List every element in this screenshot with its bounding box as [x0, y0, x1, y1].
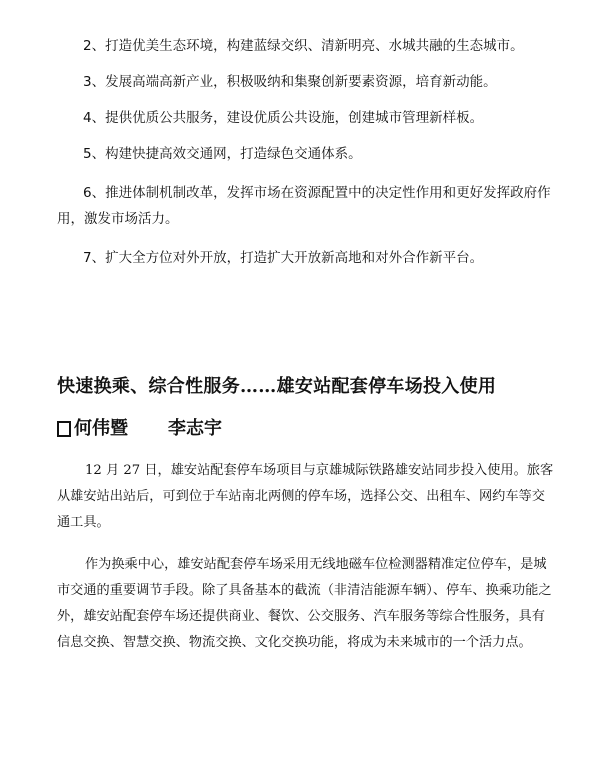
- square-icon: [57, 421, 71, 437]
- list-item: 2、打造优美生态环境，构建蓝绿交织、清新明亮、水城共融的生态城市。: [83, 38, 524, 54]
- list-item: 5、构建快捷高效交通网，打造绿色交通体系。: [83, 146, 362, 162]
- byline: [57, 416, 557, 442]
- article-paragraph: 作为换乘中心，雄安站配套停车场采用无线地磁车位检测器精准定位停车，是城市交通的重要调节手段。除了具备基本的截流（非清洁能源车辆）、停车、换乘功能之外，雄安站配套停车场还提供商业、餐饮、公交服务、汽车服务等综合性服务，具有信息交换、智慧交换、物流交换、文化交换功能，将成为未来城市的一个活力点。: [57, 557, 552, 650]
- list-item: 3、发展高端高新产业，积极吸纳和集聚创新要素资源，培育新动能。: [83, 74, 497, 90]
- measures-list: [57, 36, 557, 268]
- article-title: 快速换乘、综合性服务……雄安站配套停车场投入使用: [57, 376, 497, 397]
- list-item: 4、提供优质公共服务，建设优质公共设施，创建城市管理新样板。: [83, 110, 484, 126]
- article: [57, 374, 557, 656]
- author-name: 李志宇: [168, 418, 222, 439]
- author-name: 何伟暨: [74, 418, 128, 439]
- list-item: 6、推进体制机制改革，发挥市场在资源配置中的决定性作用和更好发挥政府作用，激发市场活力。: [57, 185, 551, 227]
- article-paragraph: 12 月 27 日，雄安站配套停车场项目与京雄城际铁路雄安站同步投入使用。旅客从雄安站出站后，可到位于车站南北两侧的停车场，选择公交、出租车、网约车等交通工具。: [57, 463, 554, 530]
- article-body: [57, 458, 557, 656]
- list-item: 7、扩大全方位对外开放，打造扩大开放新高地和对外合作新平台。: [83, 250, 484, 266]
